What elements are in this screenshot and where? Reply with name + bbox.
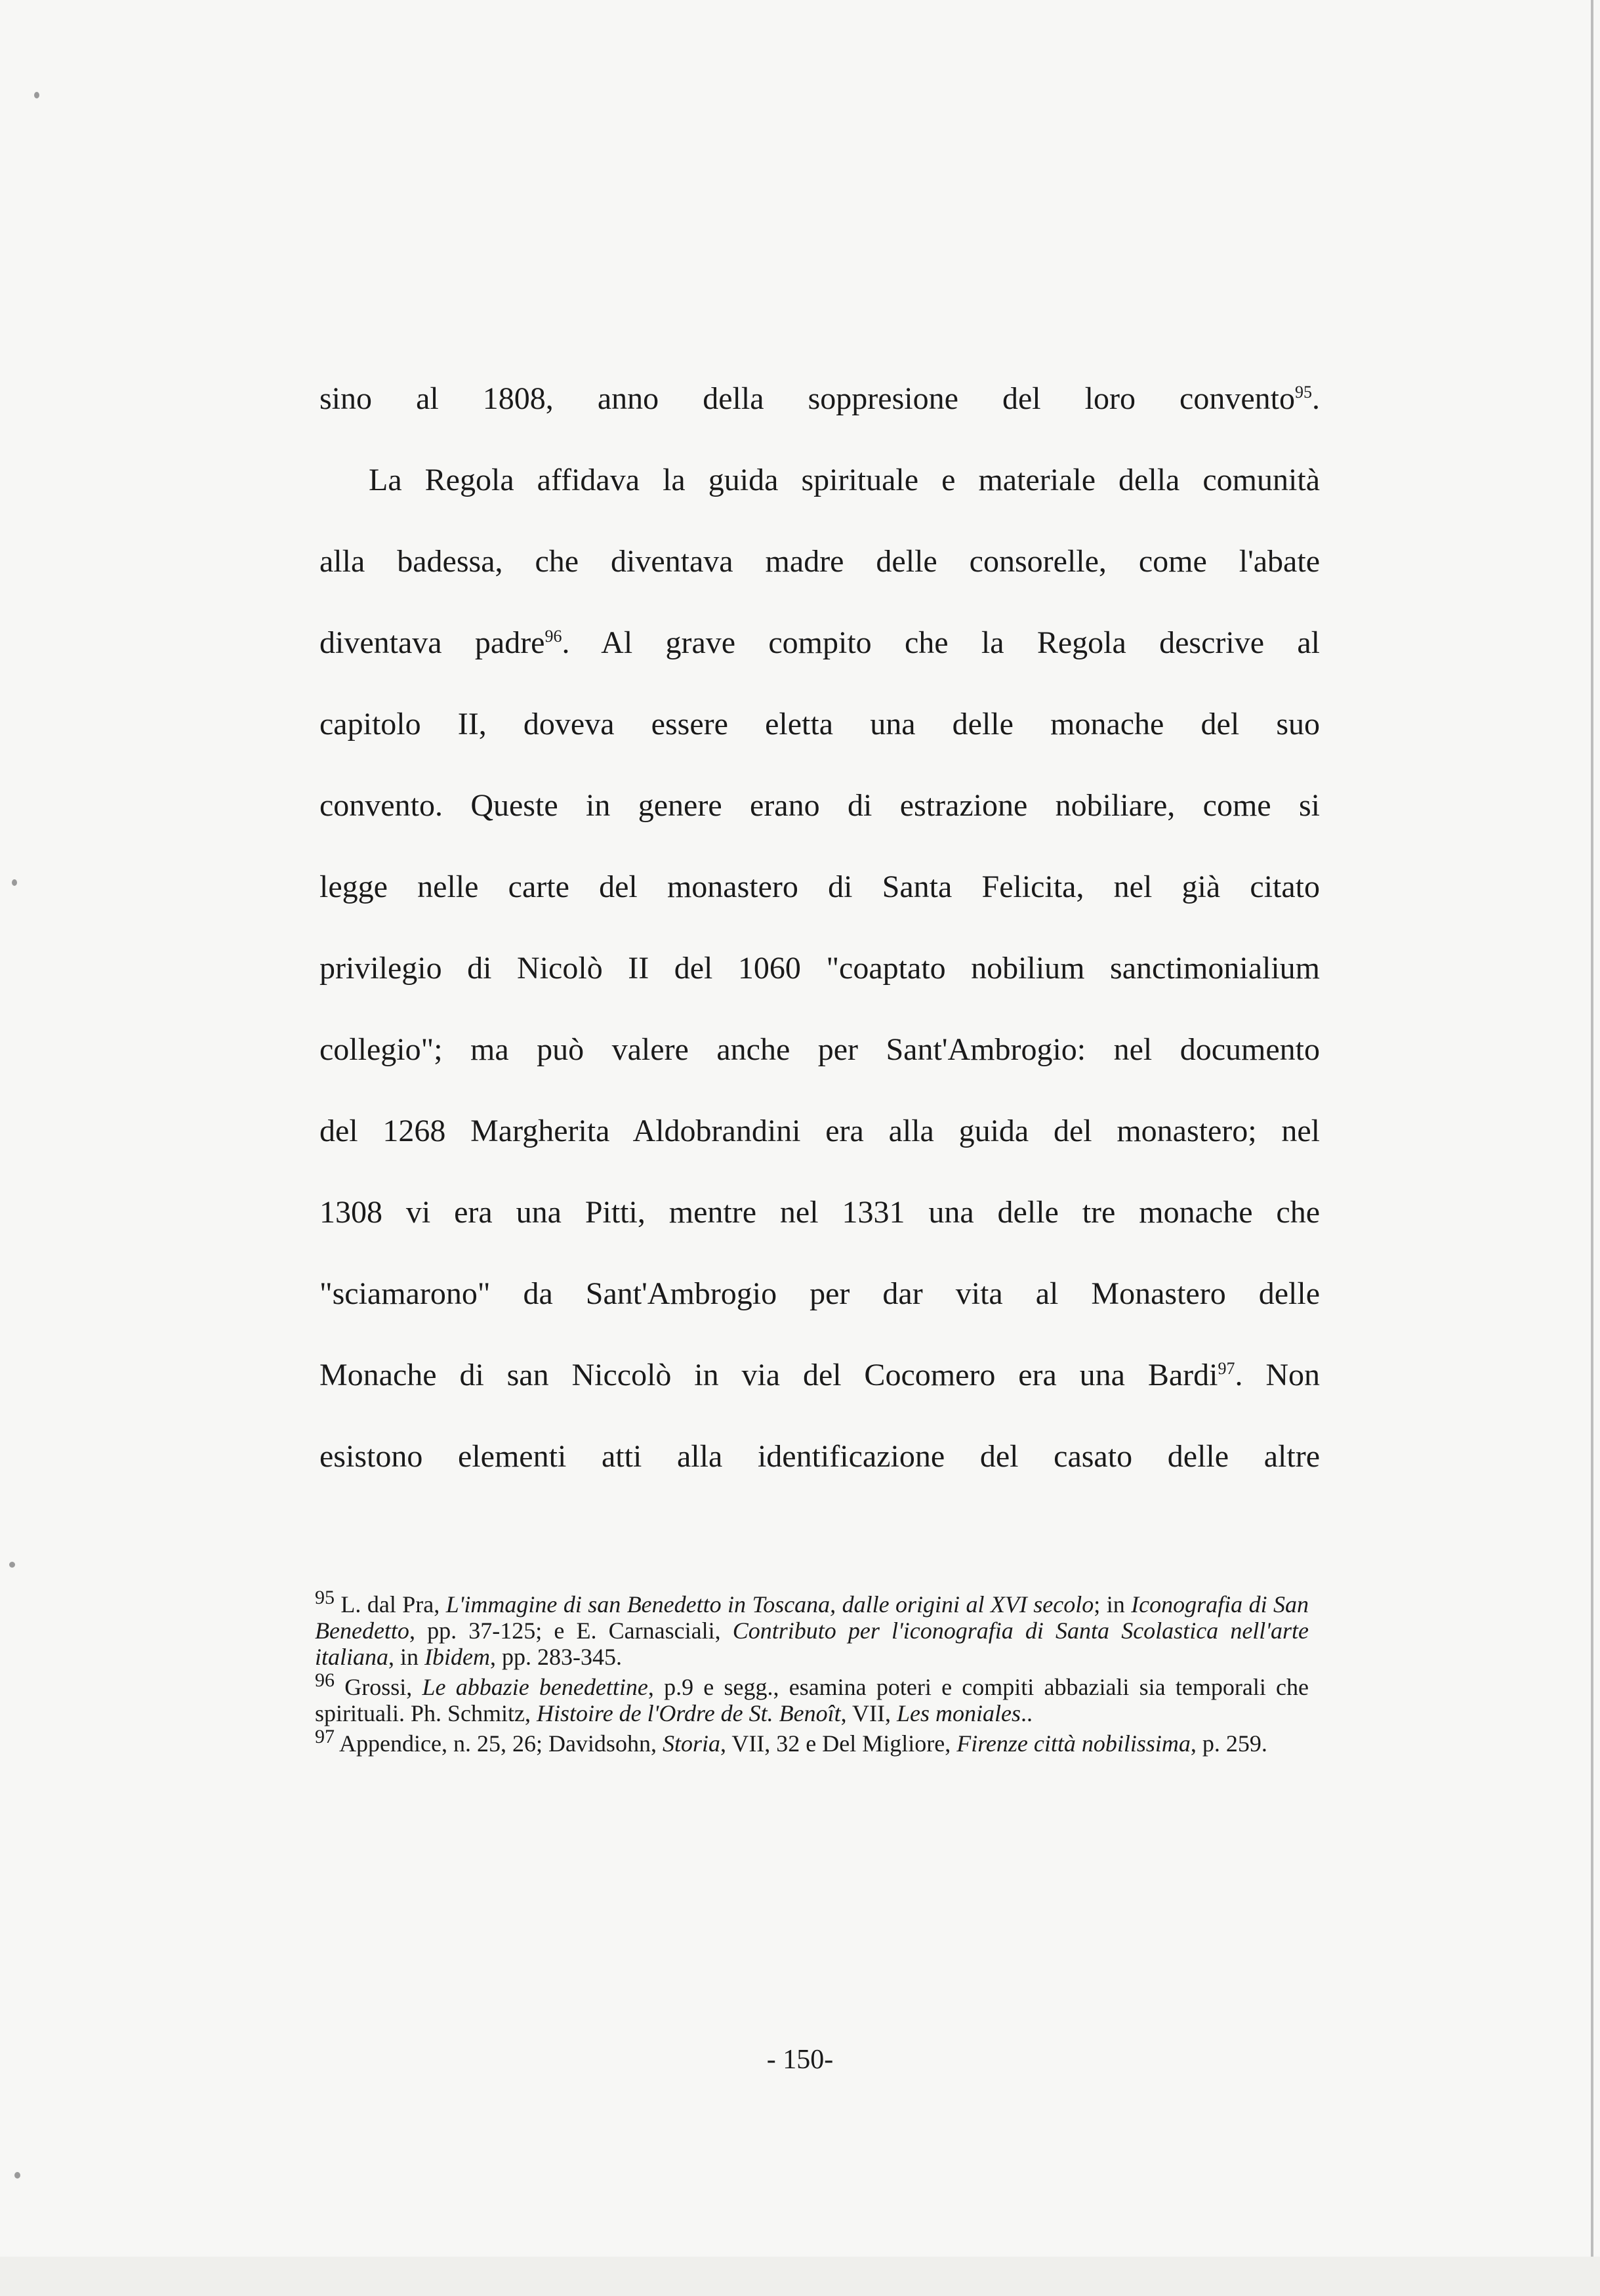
footnote-text: Grossi, bbox=[335, 1674, 422, 1700]
body-line bbox=[319, 774, 1320, 856]
footnote-title: Ibidem bbox=[424, 1644, 490, 1670]
scan-speck bbox=[14, 2172, 20, 2179]
line-text: capitolo II, doveva essere eletta una delle monache del suo bbox=[319, 707, 1320, 741]
body-line bbox=[319, 1018, 1320, 1100]
line-text: Monache di san Niccolò in via del Cocomero era una Bardi bbox=[319, 1358, 1218, 1392]
footnote-number: 96 bbox=[315, 1669, 335, 1691]
footnote-title: Firenze città nobilissima bbox=[956, 1730, 1191, 1757]
footnote-95 bbox=[315, 1587, 1309, 1670]
body-line bbox=[319, 449, 1320, 530]
footnote-97 bbox=[315, 1726, 1309, 1757]
line-text: alla badessa, che diventava madre delle consorelle, come l'abate bbox=[319, 544, 1320, 579]
footnote-text: , in bbox=[388, 1644, 425, 1670]
body-line bbox=[319, 612, 1320, 693]
footnote-text: , VII, bbox=[840, 1700, 897, 1726]
footnote-text: .. bbox=[1020, 1700, 1033, 1726]
footnote-text: Appendice, n. 25, 26; Davidsohn, bbox=[335, 1730, 663, 1757]
footnote-title: Les moniales bbox=[896, 1700, 1021, 1726]
line-text-tail: . bbox=[1312, 381, 1320, 416]
body-line bbox=[319, 856, 1320, 937]
line-text: diventava padre bbox=[319, 625, 545, 660]
page-bottom-margin bbox=[0, 2257, 1600, 2296]
line-text: La Regola affidava la guida spirituale e materiale della comunità bbox=[369, 463, 1320, 497]
body-text bbox=[319, 367, 1320, 1507]
body-line bbox=[319, 1181, 1320, 1263]
line-text: convento. Queste in genere erano di estrazione nobiliare, come si bbox=[319, 788, 1320, 823]
footnotes bbox=[315, 1587, 1309, 1761]
scan-speck bbox=[9, 1562, 15, 1568]
line-text: "sciamarono" da Sant'Ambrogio per dar vita al Monastero delle bbox=[319, 1276, 1320, 1311]
footnote-number: 97 bbox=[315, 1726, 335, 1747]
footnote-title: Le abbazie benedettine bbox=[422, 1674, 648, 1700]
footnote-text: , p.9 e segg., esamina poteri e compiti abbaziali sia temporali che spirituali. Ph. Schmitz, bbox=[315, 1674, 1309, 1726]
body-line bbox=[319, 937, 1320, 1018]
body-line bbox=[319, 367, 1320, 449]
body-line bbox=[319, 1425, 1320, 1507]
footnote-number: 95 bbox=[315, 1587, 335, 1608]
footnote-title: Histoire de l'Ordre de St. Benoît bbox=[537, 1700, 841, 1726]
footnote-ref-96[interactable]: 96 bbox=[544, 627, 562, 646]
footnote-ref-97[interactable]: 97 bbox=[1218, 1359, 1235, 1378]
footnote-title: L'immagine di san Benedetto in Toscana, dalle origini al XVI secolo bbox=[445, 1591, 1094, 1618]
line-text: del 1268 Margherita Aldobrandini era alla guida del monastero; nel bbox=[319, 1114, 1320, 1148]
footnote-text: ; in bbox=[1094, 1591, 1132, 1618]
line-text-tail: . Non bbox=[1235, 1358, 1320, 1392]
line-text: 1308 vi era una Pitti, mentre nel 1331 una delle tre monache che bbox=[319, 1195, 1320, 1230]
line-text: legge nelle carte del monastero di Santa Felicita, nel già citato bbox=[319, 869, 1320, 904]
footnote-title: Iconografia di San Benedetto bbox=[315, 1591, 1309, 1644]
body-line bbox=[319, 530, 1320, 612]
footnote-text: L. dal Pra, bbox=[335, 1591, 446, 1618]
line-text: esistono elementi atti alla identificazione del casato delle altre bbox=[319, 1439, 1320, 1474]
footnote-title: Storia bbox=[662, 1730, 720, 1757]
body-line bbox=[319, 1263, 1320, 1344]
line-text-tail: . Al grave compito che la Regola descrive al bbox=[562, 625, 1320, 660]
footnote-text: , pp. 37-125; e E. Carnasciali, bbox=[409, 1618, 733, 1644]
line-text: privilegio di Nicolò II del 1060 "coaptato nobilium sanctimonialium bbox=[319, 951, 1320, 986]
scan-speck bbox=[12, 879, 17, 886]
page-number: - 150- bbox=[766, 2045, 834, 2075]
page-edge bbox=[1591, 0, 1593, 2257]
body-line bbox=[319, 693, 1320, 774]
body-line bbox=[319, 1100, 1320, 1181]
footnote-text: , pp. 283-345. bbox=[490, 1644, 622, 1670]
footnote-text: , VII, 32 e Del Migliore, bbox=[720, 1730, 957, 1757]
footnote-96 bbox=[315, 1669, 1309, 1726]
scan-speck bbox=[34, 92, 39, 98]
line-text: collegio"; ma può valere anche per Sant'Ambrogio: nel documento bbox=[319, 1032, 1320, 1067]
body-line bbox=[319, 1344, 1320, 1425]
footnote-text: , p. 259. bbox=[1190, 1730, 1267, 1757]
footnote-title: Contributo per l'iconografia di Santa Scolastica nell'arte italiana bbox=[315, 1618, 1309, 1670]
footnote-ref-95[interactable]: 95 bbox=[1295, 383, 1312, 402]
line-text: sino al 1808, anno della soppresione del loro convento bbox=[319, 381, 1295, 416]
